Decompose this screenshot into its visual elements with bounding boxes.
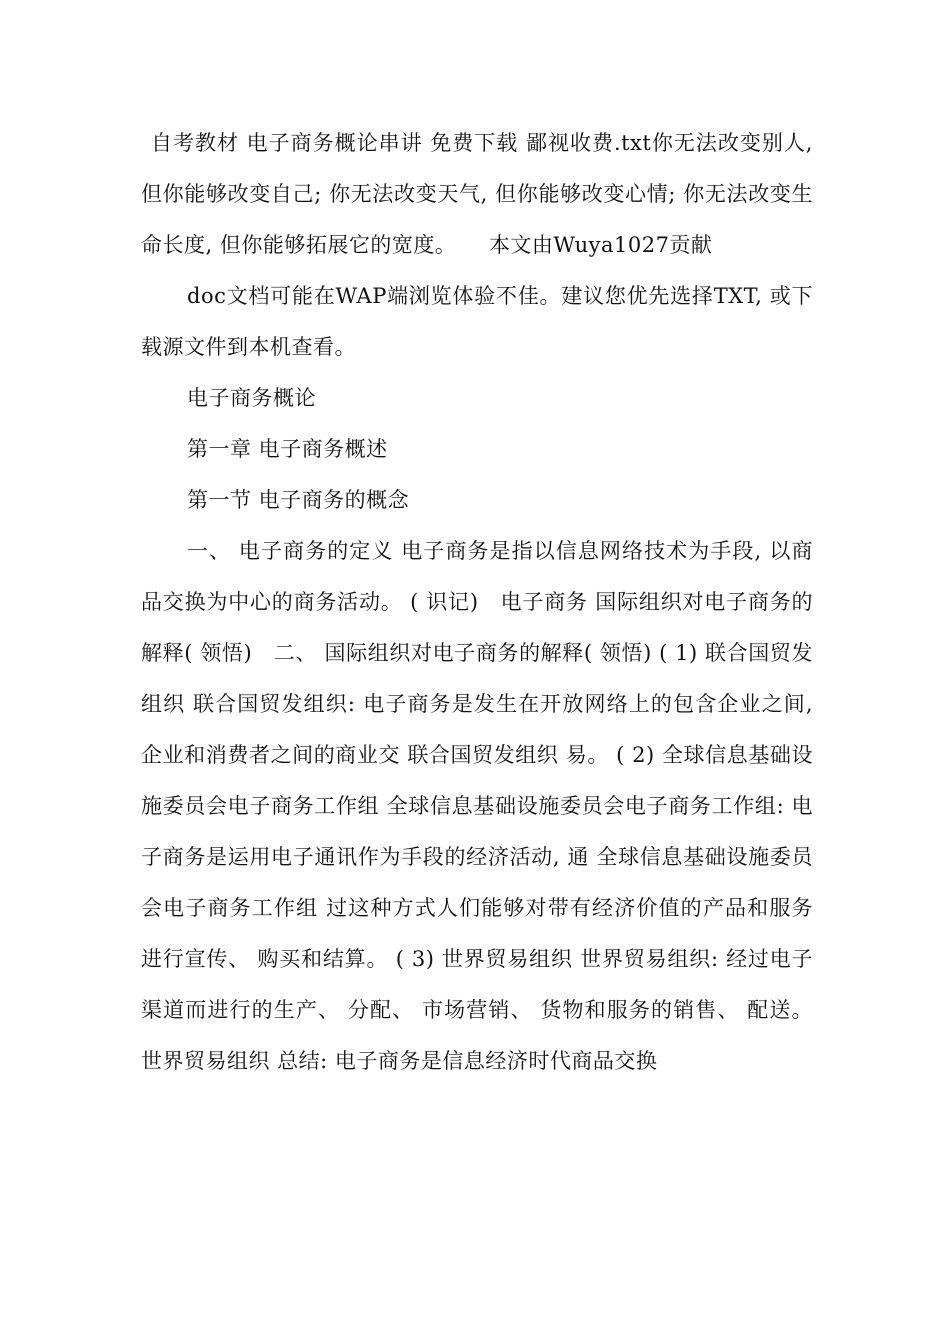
document-page xyxy=(141,118,813,1087)
book-title: 电子商务概论 xyxy=(187,386,316,410)
section-title: 第一节 电子商务的概念 xyxy=(187,488,410,512)
notice-paragraph: doc文档可能在WAP端浏览体验不佳。建议您优先选择TXT, 或下载源文件到本机查看。 xyxy=(141,284,813,359)
body-paragraph: 一、 电子商务的定义 电子商务是指以信息网络技术为手段, 以商品交换为中心的商务活动。 ( 识记) 电子商务 国际组织对电子商务的解释( 领悟) 二、 国际组织对电子商务的解释( 领悟) ( 1) 联合国贸发组织 联合国贸发组织: 电子商务是发生在开放网络上的包含企业之间, 企业和消费者之间的商业交 联合国贸发组织 易。 ( 2) 全球信息基础设施委员会电子商务工作组 全球信息基础设施委员会电子商务工作组: 电子商务是运用电子通讯作为手段的经济活动, 通 全球信息基础设施委员会电子商务工作组 过这种方式人们能够对带有经济价值的产品和服务进行宣传、 购买和结算。 ( 3) 世界贸易组织 世界贸易组织: 经过电子渠道而进行的生产、 分配、 市场营销、 货物和服务的销售、 配送。 世界贸易组织 总结: 电子商务是信息经济时代商品交换 xyxy=(141,539,813,1073)
chapter-title: 第一章 电子商务概述 xyxy=(187,437,388,461)
intro-paragraph: 自考教材 电子商务概论串讲 免费下载 鄙视收费.txt你无法改变别人, 但你能够改变自己; 你无法改变天气, 但你能够改变心情; 你无法改变生命长度, 但你能够拓展它的宽度。 本文由Wuya1027贡献 xyxy=(141,131,813,257)
